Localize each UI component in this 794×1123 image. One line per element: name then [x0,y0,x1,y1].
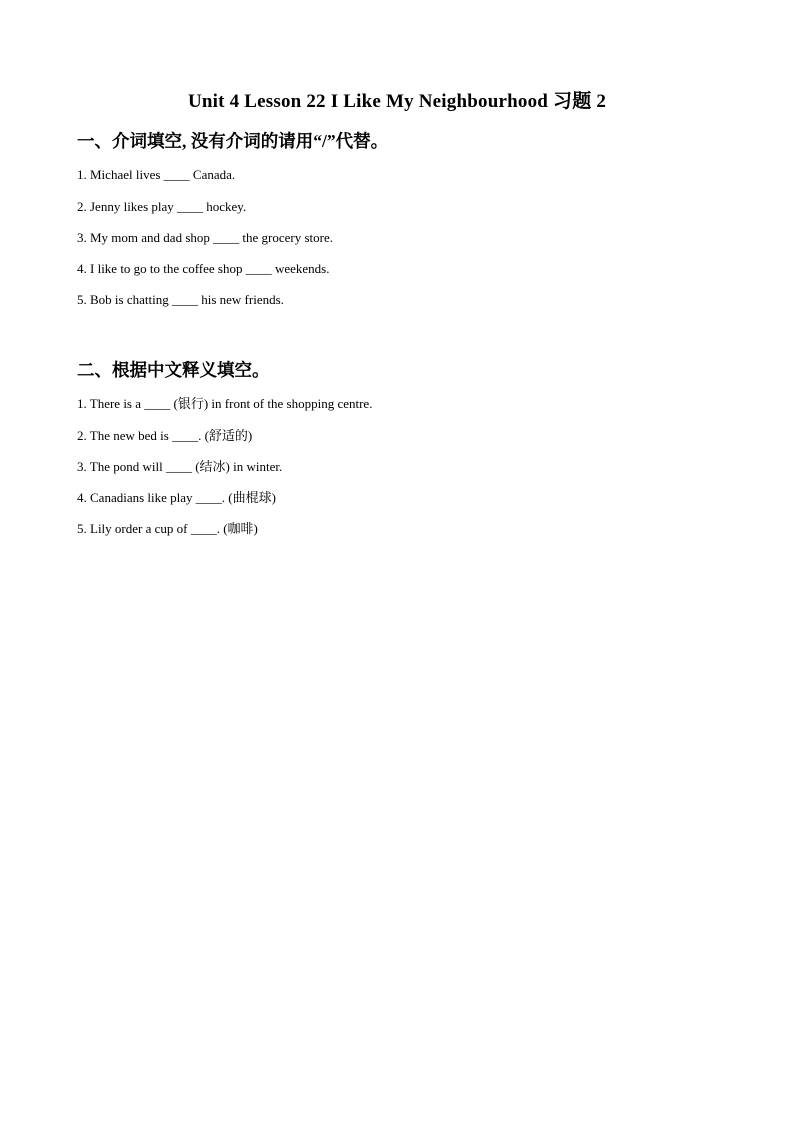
section-1-question-5: 5. Bob is chatting ____ his new friends. [77,292,284,307]
section-1-question-3: 3. My mom and dad shop ____ the grocery store. [77,230,333,245]
section-1-heading: 一、介词填空, 没有介词的请用“/”代替。 [77,131,389,151]
section-2-question-2: 2. The new bed is ____. (舒适的) [77,428,253,443]
section-2-question-5: 5. Lily order a cup of ____. (咖啡) [77,521,258,536]
section-2-question-4: 4. Canadians like play ____. (曲棍球) [77,490,276,505]
section-1-question-1: 1. Michael lives ____ Canada. [77,167,236,182]
document-title: Unit 4 Lesson 22 I Like My Neighbourhood 习题 2 [187,91,607,112]
section-2-question-3: 3. The pond will ____ (结冰) in winter. [77,459,283,474]
section-1-question-4: 4. I like to go to the coffee shop ____ weekends. [77,261,330,276]
section-1-question-2: 2. Jenny likes play ____ hockey. [77,199,247,214]
section-2-heading: 二、根据中文释义填空。 [77,360,270,380]
section-2-question-1: 1. There is a ____ (银行) in front of the shopping centre. [77,396,373,411]
